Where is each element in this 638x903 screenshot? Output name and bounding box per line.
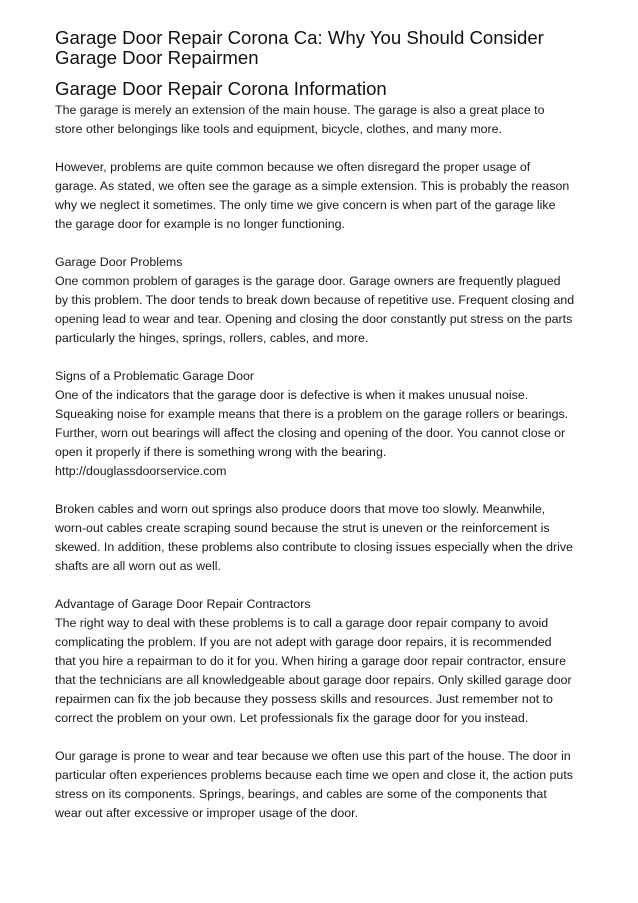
paragraph-heading: Garage Door Problems [55,255,183,269]
paragraph-problems-common [55,158,575,234]
paragraph-text: One of the indicators that the garage door is defective is when it makes unusual noise. Squeaking noise for example means that there is a problem on the garage rollers or bearings. Further, worn out bearings will affect the closing and opening of the door. You cannot close or open it properly if there is something wrong with the bearing. [55,388,569,459]
paragraph-advantage-contractors [55,595,575,728]
document-title: Garage Door Repair Corona Ca: Why You Should Consider Garage Door Repairmen [55,27,544,68]
paragraph-broken-cables [55,500,575,576]
section-title: Garage Door Repair Corona Information [55,78,387,99]
document-page [55,28,575,823]
paragraph-heading: Advantage of Garage Door Repair Contractors [55,597,311,611]
paragraph-signs-problematic-door [55,367,575,481]
paragraph-text: However, problems are quite common because we often disregard the proper usage of garage. As stated, we often see the garage as a simple extension. This is probably the reason why we neglect it sometimes. The only time we give concern is when part of the garage like the garage door for example is no longer functioning. [55,160,570,231]
document-body [55,101,575,823]
paragraph-text: Broken cables and worn out springs also produce doors that move too slowly. Meanwhile, worn-out cables create scraping sound because the strut is uneven or the reinforcement is skewed. In addition, these problems also contribute to closing issues especially when the drive shafts are all worn out as well. [55,502,573,573]
paragraph-intro [55,101,575,139]
paragraph-text: Our garage is prone to wear and tear because we often use this part of the house. The door in particular often experiences problems because each time we open and close it, the action puts stress on its components. Springs, bearings, and cables are some of the components that wear out after excessive or improper usage of the door. [55,749,573,820]
paragraph-text: One common problem of garages is the garage door. Garage owners are frequently plagued by this problem. The door tends to break down because of repetitive use. Frequent closing and opening lead to wear and tear. Opening and closing the door constantly put stress on the parts particularly the hinges, springs, rollers, cables, and more. [55,274,575,345]
paragraph-garage-door-problems [55,253,575,348]
paragraph-text: The right way to deal with these problems is to call a garage door repair company to avoid complicating the problem. If you are not adept with garage door repairs, it is recommended that you hire a repairman to do it for you. When hiring a garage door repair contractor, ensure that the technicians are all knowledgeable about garage door repairs. Only skilled garage door repairmen can fix the job because they possess skills and resources. Just remember not to correct the problem on your own. Let professionals fix the garage door for you instead. [55,616,572,725]
source-url-text: http://douglassdoorservice.com [55,464,227,478]
paragraph-wear-and-tear [55,747,575,823]
paragraph-heading: Signs of a Problematic Garage Door [55,369,255,383]
paragraph-text: The garage is merely an extension of the main house. The garage is also a great place to store other belongings like tools and equipment, bicycle, clothes, and many more. [55,103,545,136]
